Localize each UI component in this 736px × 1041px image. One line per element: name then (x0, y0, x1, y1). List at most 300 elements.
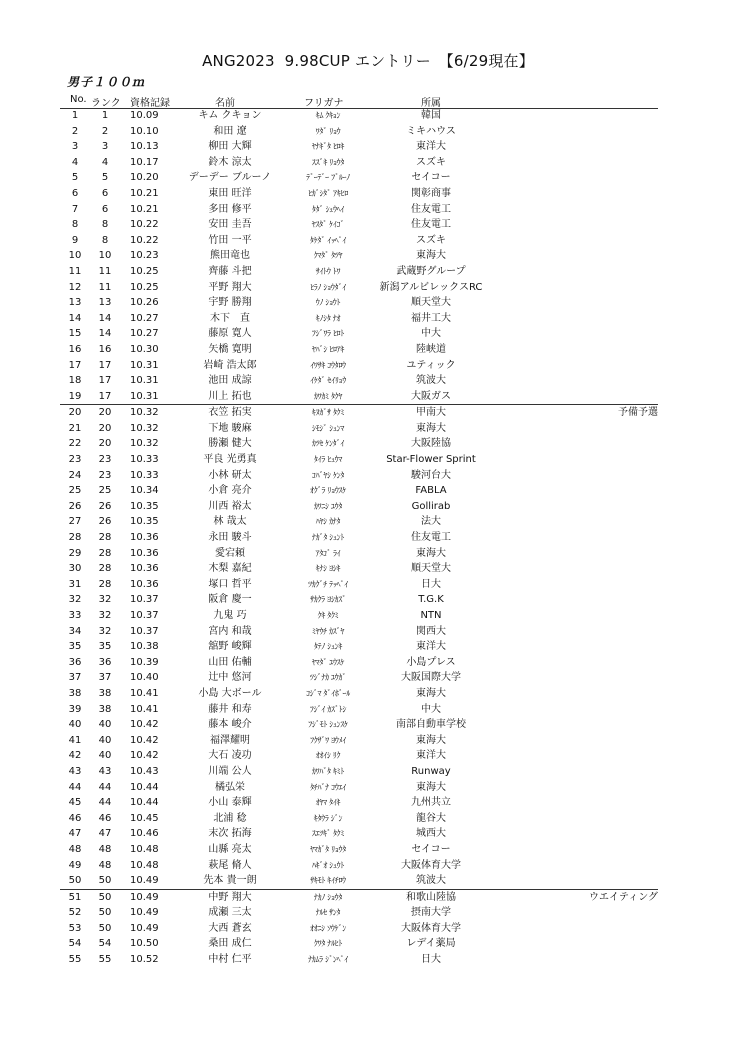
cell-name: 池田 成諒 (208, 375, 252, 387)
cell-rank: 20 (98, 438, 112, 450)
cell-no: 24 (68, 469, 82, 481)
table-row (60, 233, 658, 249)
cell-name: 萩尾 脩人 (208, 859, 252, 871)
cell-affiliation: Star-Flower Sprint (386, 454, 476, 466)
cell-name: 柳田 大輝 (208, 141, 252, 153)
cell-rank: 38 (98, 703, 112, 715)
cell-name: 齊藤 斗把 (208, 265, 252, 277)
table-row (60, 139, 658, 155)
table-row (60, 280, 658, 296)
cell-affiliation: 大阪国際大学 (401, 672, 461, 684)
cell-record: 10.36 (130, 547, 159, 559)
cell-name: 九鬼 巧 (213, 610, 247, 621)
cell-rank: 23 (98, 469, 112, 481)
cell-no: 37 (68, 672, 82, 684)
table-row (60, 858, 658, 874)
cell-kana: ﾅﾙｾ ｻﾝﾀ (315, 908, 341, 918)
cell-name: 末次 拓海 (208, 828, 252, 840)
cell-name: 鈴木 涼太 (208, 156, 252, 168)
cell-kana: ｷﾇｶﾞｻ ﾀｸﾐ (311, 408, 345, 418)
cell-rank: 25 (98, 485, 112, 497)
table-row (60, 248, 658, 264)
cell-record: 10.48 (130, 859, 159, 871)
cell-rank: 44 (98, 797, 112, 809)
cell-rank: 40 (98, 719, 112, 731)
cell-rank: 40 (98, 750, 112, 762)
cell-affiliation: 中大 (421, 703, 441, 715)
cell-affiliation: FABLA (415, 485, 447, 497)
cell-kana: ﾀｹﾀﾞ ｲｯﾍﾟｲ (309, 235, 347, 245)
cell-kana: ﾋｶﾞｼﾀﾞ ｱｷﾋﾛ (308, 188, 348, 198)
table-row (60, 921, 658, 937)
cell-no: 9 (71, 234, 79, 246)
cell-name: キム クキョン (198, 110, 262, 121)
table-row (60, 639, 658, 655)
cell-affiliation: 東洋大 (416, 641, 446, 653)
cell-rank: 32 (98, 610, 112, 621)
cell-no: 22 (68, 438, 82, 450)
cell-record: 10.36 (130, 532, 159, 544)
cell-rank: 37 (98, 672, 112, 684)
cell-affiliation: 東海大 (416, 250, 446, 262)
cell-kana: ﾀﾀﾞ ｼｭｳﾍｲ (311, 204, 345, 214)
cell-kana: ｵｸﾞﾗ ﾘｮｳｽｹ (310, 486, 346, 496)
cell-name: 桑田 成仁 (208, 938, 252, 950)
cell-kana: ｲﾜｻｷ ｺｳﾀﾛｳ (310, 360, 346, 370)
cell-no: 42 (68, 750, 82, 762)
table-header (60, 94, 658, 109)
cell-record: 10.44 (130, 781, 159, 793)
cell-no: 23 (68, 454, 82, 466)
cell-no: 38 (68, 687, 82, 699)
cell-affiliation: 順天堂大 (411, 297, 451, 309)
cell-record: 10.32 (130, 422, 159, 434)
cell-record: 10.42 (130, 719, 159, 731)
cell-kana: ﾊｷﾞｵ ｼｭｳﾄ (311, 860, 345, 870)
cell-record: 10.52 (130, 954, 159, 966)
cell-kana: ﾔﾊﾞｼ ﾋﾛｱｷ (311, 344, 345, 354)
cell-record: 10.35 (130, 500, 159, 512)
cell-no: 7 (71, 203, 79, 215)
cell-affiliation: 大阪陸協 (411, 438, 451, 450)
cell-name: 北浦 稔 (213, 812, 247, 824)
cell-rank: 14 (98, 312, 112, 324)
cell-name: 竹田 一平 (208, 234, 252, 246)
cell-affiliation: 東海大 (416, 547, 446, 559)
cell-kana: ﾀﾁﾊﾞﾅ ｺｳｴｲ (310, 782, 346, 792)
table-row (60, 826, 658, 842)
cell-affiliation: 摂南大学 (411, 907, 451, 919)
cell-name: 林 哉太 (213, 516, 247, 528)
cell-affiliation: 韓国 (421, 110, 441, 121)
cell-kana: ﾔﾅｷﾞﾀ ﾋﾛｷ (311, 142, 345, 152)
cell-affiliation: 東海大 (416, 781, 446, 793)
cell-kana: ｻｶｸﾗ ﾖｼｶｽﾞ (310, 595, 346, 605)
cell-kana: ｳﾉ ｼｮｳﾄ (315, 298, 341, 308)
cell-rank: 26 (98, 500, 112, 512)
cell-no: 40 (68, 719, 82, 731)
cell-no: 33 (68, 610, 82, 621)
cell-rank: 4 (101, 156, 109, 168)
cell-kana: ｻｲﾄｳ ﾄﾜ (315, 266, 341, 276)
cell-record: 10.13 (130, 141, 159, 153)
cell-kana: ｶﾜﾆｼ ﾕｳﾀ (313, 501, 343, 511)
cell-record: 10.40 (130, 672, 159, 684)
cell-record: 10.37 (130, 625, 159, 637)
cell-kana: ﾂｼﾞﾅｶ ﾕｳｶﾞ (309, 673, 347, 683)
cell-rank: 35 (98, 641, 112, 653)
cell-name: 矢橋 寛明 (208, 343, 252, 355)
cell-record: 10.32 (130, 438, 159, 450)
cell-affiliation: スズキ (416, 156, 446, 168)
cell-name: 小倉 亮介 (208, 485, 252, 497)
cell-name: 舘野 峻輝 (208, 641, 252, 653)
cell-record: 10.31 (130, 359, 159, 371)
cell-no: 26 (68, 500, 82, 512)
cell-name: 勝瀬 健大 (208, 438, 252, 450)
cell-kana: ｸﾏﾀﾞ ﾀﾂﾔ (313, 251, 343, 261)
cell-kana: ﾀｲﾗ ﾋｭｳﾏ (313, 455, 343, 465)
cell-kana: ｶﾜﾊﾞﾀ ｷﾐﾄ (311, 766, 345, 776)
cell-affiliation: 中大 (421, 328, 441, 340)
table-row (60, 389, 658, 405)
cell-rank: 50 (98, 907, 112, 919)
cell-record: 10.25 (130, 265, 159, 277)
table-row (60, 748, 658, 764)
cell-name: 大石 凌功 (208, 750, 252, 762)
cell-record: 10.49 (130, 907, 159, 919)
cell-note: 予備予選 (618, 407, 658, 419)
cell-kana: ｵﾔﾏ ﾀｲｷ (315, 798, 341, 808)
cell-name: 東田 旺洋 (208, 187, 252, 199)
cell-no: 3 (71, 141, 79, 153)
cell-name: 木梨 嘉紀 (208, 563, 252, 575)
cell-rank: 6 (101, 203, 109, 215)
cell-name: 大西 蒼玄 (208, 922, 252, 934)
table-row (60, 624, 658, 640)
cell-name: 熊田竜也 (210, 250, 250, 262)
table-row (60, 764, 658, 780)
cell-rank: 17 (98, 390, 112, 402)
cell-rank: 8 (101, 219, 109, 231)
table-row (60, 780, 658, 796)
table-row (60, 124, 658, 140)
cell-kana: ﾌｸｻﾞﾜ ﾖｳﾒｲ (310, 735, 346, 745)
table-row (60, 295, 658, 311)
cell-record: 10.42 (130, 734, 159, 746)
cell-no: 10 (68, 250, 82, 262)
cell-affiliation: 甲南大 (416, 407, 446, 419)
cell-rank: 11 (98, 265, 112, 277)
cell-rank: 28 (98, 563, 112, 575)
cell-record: 10.33 (130, 469, 159, 481)
cell-rank: 32 (98, 594, 112, 606)
cell-name: 辻中 悠河 (208, 672, 252, 684)
cell-affiliation: レデイ薬局 (406, 938, 456, 950)
header-rank: ランク (91, 98, 121, 109)
table-row (60, 264, 658, 280)
cell-kana: ｷﾀｳﾗ ｼﾞﾝ (313, 813, 343, 823)
cell-kana: ｼﾓｼﾞ ｼｭﾝﾏ (311, 423, 345, 433)
cell-name: 小山 泰輝 (208, 797, 252, 809)
cell-name: 藤本 峻介 (208, 719, 252, 731)
cell-name: 平良 光勇真 (203, 454, 257, 466)
cell-kana: ﾔﾏｶﾞﾀ ﾘｮｳﾀ (310, 844, 346, 854)
cell-no: 12 (68, 281, 82, 293)
cell-affiliation: 和歌山陸協 (406, 891, 456, 903)
cell-no: 36 (68, 656, 82, 668)
cell-record: 10.49 (130, 922, 159, 934)
cell-no: 20 (68, 407, 82, 419)
cell-rank: 46 (98, 812, 112, 824)
cell-record: 10.27 (130, 328, 159, 340)
cell-record: 10.43 (130, 765, 159, 777)
cell-affiliation: セイコー (411, 843, 451, 855)
cell-kana: ｵｵﾆｼ ｿｳｹﾞﾝ (310, 923, 346, 933)
cell-name: 宇野 勝翔 (208, 297, 252, 309)
cell-affiliation: スズキ (416, 234, 446, 246)
cell-name: 平野 翔大 (208, 281, 252, 293)
cell-rank: 28 (98, 532, 112, 544)
cell-record: 10.45 (130, 812, 159, 824)
cell-record: 10.36 (130, 563, 159, 575)
cell-no: 16 (68, 343, 82, 355)
cell-record: 10.22 (130, 234, 159, 246)
cell-kana: ｷﾑ ｸｷｮﾝ (315, 111, 341, 120)
table-row (60, 326, 658, 342)
cell-rank: 2 (101, 125, 109, 137)
cell-affiliation: セイコー (411, 172, 451, 184)
cell-no: 5 (71, 172, 79, 184)
table-row (60, 561, 658, 577)
cell-no: 55 (68, 954, 82, 966)
cell-rank: 44 (98, 781, 112, 793)
cell-no: 8 (71, 219, 79, 231)
cell-rank: 28 (98, 547, 112, 559)
cell-no: 35 (68, 641, 82, 653)
cell-record: 10.49 (130, 891, 159, 903)
cell-affiliation: 大阪体育大学 (401, 859, 461, 871)
cell-kana: ﾀﾃﾉ ｼｭﾝｷ (313, 642, 343, 652)
cell-no: 31 (68, 578, 82, 590)
cell-rank: 17 (98, 375, 112, 387)
page-title: ANG2023 9.98CUP エントリー 【6/29現在】 (202, 52, 534, 70)
table-row (60, 889, 658, 906)
cell-no: 28 (68, 532, 82, 544)
cell-kana: ｺﾊﾞﾔｼ ｹﾝﾀ (311, 470, 345, 480)
table-row (60, 952, 658, 968)
cell-kana: ｶﾂｾ ｹﾝﾀﾞｲ (311, 439, 345, 449)
cell-rank: 43 (98, 765, 112, 777)
cell-no: 25 (68, 485, 82, 497)
cell-affiliation: 大阪ガス (411, 390, 451, 402)
cell-rank: 8 (101, 234, 109, 246)
cell-kana: ｱﾀｺﾞ ﾗｲ (315, 548, 341, 558)
cell-affiliation: 住友電工 (411, 219, 451, 231)
cell-kana: ｺｼﾞﾏ ﾀﾞｲﾎﾞｰﾙ (306, 688, 350, 698)
cell-kana: ｽｽﾞｷ ﾘｮｳﾀ (311, 157, 345, 167)
cell-affiliation: 南部自動車学校 (396, 719, 466, 731)
cell-rank: 54 (98, 938, 112, 950)
cell-record: 10.46 (130, 828, 159, 840)
cell-name: 塚口 哲平 (208, 578, 252, 590)
cell-rank: 20 (98, 422, 112, 434)
cell-record: 10.21 (130, 203, 159, 215)
cell-affiliation: 東海大 (416, 422, 446, 434)
cell-kana: ｷﾉｼﾀ ﾅｵ (315, 313, 341, 323)
cell-rank: 20 (98, 407, 112, 419)
table-row (60, 186, 658, 202)
cell-record: 10.17 (130, 156, 159, 168)
cell-affiliation: 順天堂大 (411, 563, 451, 575)
table-row (60, 608, 658, 624)
cell-no: 13 (68, 297, 82, 309)
cell-no: 39 (68, 703, 82, 715)
cell-rank: 47 (98, 828, 112, 840)
cell-kana: ﾌｼﾞﾜﾗ ﾋﾛﾄ (311, 329, 345, 339)
cell-affiliation: 日大 (421, 954, 441, 966)
header-no: No. (70, 94, 87, 105)
cell-kana: ﾌｼﾞｲ ｶｽﾞﾄｼ (309, 704, 347, 714)
table-row (60, 717, 658, 733)
cell-rank: 1 (101, 110, 109, 121)
cell-record: 10.25 (130, 281, 159, 293)
table-row (60, 358, 658, 374)
cell-name: 宮内 和哉 (208, 625, 252, 637)
cell-no: 46 (68, 812, 82, 824)
cell-rank: 36 (98, 656, 112, 668)
cell-affiliation: 東海大 (416, 734, 446, 746)
cell-kana: ｽｴﾂｷﾞ ﾀｸﾐ (311, 829, 345, 839)
cell-rank: 50 (98, 922, 112, 934)
cell-name: 和田 遼 (213, 125, 247, 137)
cell-no: 2 (71, 125, 79, 137)
cell-kana: ﾋﾗﾉ ｼｮｳﾀﾞｲ (310, 282, 346, 292)
table-row (60, 483, 658, 499)
cell-record: 10.37 (130, 610, 159, 621)
cell-affiliation: 筑波大 (416, 875, 446, 887)
cell-name: 愛宕頼 (215, 547, 245, 559)
cell-no: 50 (68, 875, 82, 887)
cell-no: 15 (68, 328, 82, 340)
table-row (60, 108, 658, 124)
cell-rank: 28 (98, 578, 112, 590)
cell-record: 10.50 (130, 938, 159, 950)
cell-record: 10.36 (130, 578, 159, 590)
cell-affiliation: 城西大 (416, 828, 446, 840)
table-row (60, 202, 658, 218)
cell-no: 6 (71, 187, 79, 199)
cell-rank: 10 (98, 250, 112, 262)
cell-no: 54 (68, 938, 82, 950)
cell-no: 21 (68, 422, 82, 434)
cell-rank: 13 (98, 297, 112, 309)
cell-rank: 14 (98, 328, 112, 340)
cell-record: 10.39 (130, 656, 159, 668)
cell-record: 10.38 (130, 641, 159, 653)
cell-kana: ﾜﾀﾞ ﾘｮｳ (315, 126, 341, 136)
table-row (60, 577, 658, 593)
cell-no: 32 (68, 594, 82, 606)
cell-rank: 17 (98, 359, 112, 371)
cell-no: 48 (68, 843, 82, 855)
cell-name: 藤原 寛人 (208, 328, 252, 340)
cell-rank: 26 (98, 516, 112, 528)
cell-affiliation: 住友電工 (411, 532, 451, 544)
cell-affiliation: Runway (411, 765, 451, 777)
cell-name: 安田 圭吾 (208, 219, 252, 231)
table-row (60, 311, 658, 327)
cell-name: 川上 拓也 (208, 390, 252, 402)
cell-affiliation: 九州共立 (411, 797, 451, 809)
cell-no: 11 (68, 265, 82, 277)
cell-rank: 23 (98, 454, 112, 466)
table-row (60, 733, 658, 749)
cell-affiliation: T.G.K (418, 594, 444, 606)
cell-record: 10.31 (130, 390, 159, 402)
cell-kana: ﾊﾔｼ ｶﾅﾀ (315, 517, 341, 527)
cell-kana: ｸﾜﾀ ﾅﾙﾋﾄ (313, 939, 343, 949)
header-record: 資格記録 (130, 98, 170, 109)
cell-no: 45 (68, 797, 82, 809)
cell-no: 44 (68, 781, 82, 793)
cell-kana: ﾃﾞｰﾃﾞｰ ﾌﾞﾙｰﾉ (306, 173, 350, 183)
cell-record: 10.34 (130, 485, 159, 497)
header-name: 名前 (215, 98, 235, 109)
cell-rank: 16 (98, 343, 112, 355)
cell-affiliation: 法大 (421, 516, 441, 528)
cell-no: 1 (71, 110, 79, 121)
cell-record: 10.20 (130, 172, 159, 184)
cell-kana: ﾌｼﾞﾓﾄ ｼｭﾝｽｹ (308, 720, 348, 730)
cell-no: 29 (68, 547, 82, 559)
cell-record: 10.33 (130, 454, 159, 466)
cell-kana: ﾅｶﾑﾗ ｼﾞﾝﾍﾟｲ (308, 955, 348, 965)
table-row (60, 514, 658, 530)
cell-affiliation: 関彰商事 (411, 187, 451, 199)
table-row (60, 842, 658, 858)
cell-name: 永田 駿斗 (208, 532, 252, 544)
table-row (60, 811, 658, 827)
cell-record: 10.27 (130, 312, 159, 324)
cell-record: 10.09 (130, 110, 159, 121)
cell-record: 10.31 (130, 375, 159, 387)
cell-record: 10.42 (130, 750, 159, 762)
cell-no: 14 (68, 312, 82, 324)
cell-no: 4 (71, 156, 79, 168)
table-row (60, 217, 658, 233)
cell-name: 中野 翔大 (208, 891, 252, 903)
cell-affiliation: 日大 (421, 578, 441, 590)
table-row (60, 155, 658, 171)
cell-affiliation: 住友電工 (411, 203, 451, 215)
table-row (60, 468, 658, 484)
event-heading: 男子１００ｍ (67, 75, 146, 89)
cell-affiliation: Gollirab (411, 500, 451, 512)
cell-no: 34 (68, 625, 82, 637)
table-row (60, 873, 658, 889)
cell-name: 川西 裕太 (208, 500, 252, 512)
cell-name: 山縣 亮太 (208, 843, 252, 855)
cell-affiliation: 筑波大 (416, 375, 446, 387)
header-kana: フリガナ (304, 98, 344, 109)
cell-rank: 55 (98, 954, 112, 966)
cell-kana: ﾔﾏﾀﾞ ﾕｳｽｹ (311, 657, 345, 667)
cell-name: 福澤耀明 (210, 734, 250, 746)
cell-kana: ｷﾅｼ ﾖｼｷ (315, 564, 341, 574)
table-row (60, 686, 658, 702)
table-row (60, 795, 658, 811)
